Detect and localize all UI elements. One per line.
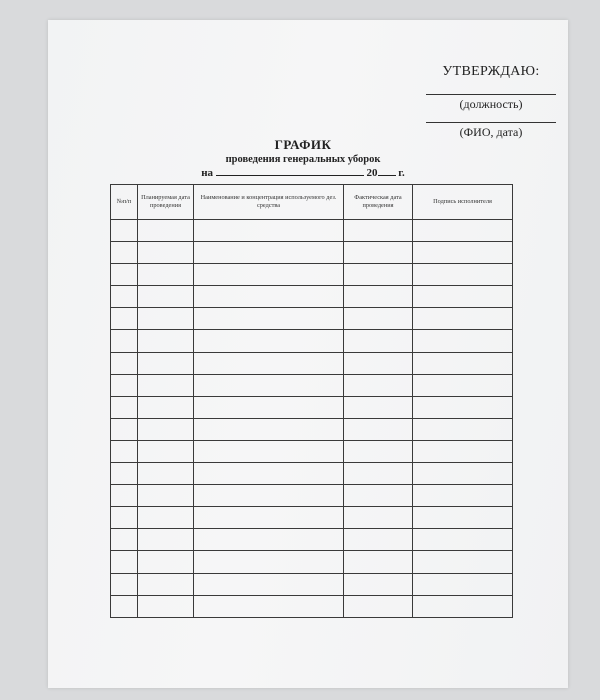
- table-cell: [344, 308, 413, 330]
- table-cell: [194, 440, 344, 462]
- column-header-signature: Подпись исполнителя: [413, 185, 513, 220]
- table-cell: [111, 330, 138, 352]
- table-row: [111, 463, 513, 485]
- approval-block: [426, 64, 556, 140]
- table-cell: [344, 242, 413, 264]
- table-cell: [111, 242, 138, 264]
- table-cell: [111, 573, 138, 595]
- table-cell: [413, 595, 513, 617]
- table-cell: [344, 507, 413, 529]
- table-row: [111, 485, 513, 507]
- table-cell: [344, 374, 413, 396]
- table-cell: [413, 551, 513, 573]
- table-row: [111, 374, 513, 396]
- page-title: ГРАФИК: [274, 137, 332, 152]
- page-subtitle: проведения генеральных уборок: [225, 154, 381, 165]
- position-line: [426, 94, 556, 95]
- table-cell: [413, 463, 513, 485]
- table-row: [111, 286, 513, 308]
- table-cell: [138, 440, 194, 462]
- table-row: [111, 573, 513, 595]
- table-cell: [111, 529, 138, 551]
- table-cell: [344, 286, 413, 308]
- table-cell: [344, 595, 413, 617]
- table-cell: [413, 220, 513, 242]
- table-cell: [344, 573, 413, 595]
- table-cell: [413, 440, 513, 462]
- table-cell: [344, 529, 413, 551]
- table-cell: [138, 507, 194, 529]
- table-cell: [194, 220, 344, 242]
- table-cell: [111, 286, 138, 308]
- table-cell: [194, 374, 344, 396]
- table-cell: [138, 264, 194, 286]
- table-cell: [111, 440, 138, 462]
- table-cell: [138, 463, 194, 485]
- table-cell: [138, 573, 194, 595]
- table-cell: [344, 330, 413, 352]
- period-prefix: на: [201, 167, 214, 179]
- table-cell: [194, 507, 344, 529]
- year-blank: [378, 165, 396, 176]
- table-row: [111, 507, 513, 529]
- table-cell: [413, 418, 513, 440]
- table-row: [111, 308, 513, 330]
- table-row: [111, 330, 513, 352]
- table-cell: [138, 396, 194, 418]
- period-blank: [216, 165, 364, 176]
- table-cell: [344, 463, 413, 485]
- period-line: [188, 165, 418, 179]
- table-cell: [111, 463, 138, 485]
- table-row: [111, 418, 513, 440]
- table-cell: [194, 573, 344, 595]
- table-cell: [194, 396, 344, 418]
- year-suffix: г.: [398, 167, 405, 179]
- table-cell: [194, 485, 344, 507]
- table-cell: [344, 352, 413, 374]
- table-cell: [413, 352, 513, 374]
- table-cell: [344, 485, 413, 507]
- table-cell: [111, 264, 138, 286]
- table-row: [111, 242, 513, 264]
- table-row: [111, 440, 513, 462]
- table-cell: [344, 220, 413, 242]
- table-cell: [138, 374, 194, 396]
- column-header-actual-date: Фактическая дата проведения: [344, 185, 413, 220]
- table-row: [111, 352, 513, 374]
- column-header-disinfectant: Наименование и концентрация используемого дез. средства: [194, 185, 344, 220]
- name-date-caption: (ФИО, дата): [459, 125, 523, 139]
- table-cell: [413, 286, 513, 308]
- table-cell: [111, 308, 138, 330]
- table-cell: [413, 529, 513, 551]
- table-cell: [413, 485, 513, 507]
- table-cell: [138, 352, 194, 374]
- table-cell: [344, 418, 413, 440]
- table-row: [111, 551, 513, 573]
- table-cell: [138, 551, 194, 573]
- table-body: [111, 220, 513, 618]
- table-cell: [413, 396, 513, 418]
- table-cell: [111, 220, 138, 242]
- table-cell: [138, 485, 194, 507]
- table-row: [111, 264, 513, 286]
- table-cell: [138, 330, 194, 352]
- year-prefix: 20: [366, 167, 378, 179]
- table-cell: [138, 529, 194, 551]
- table-cell: [413, 330, 513, 352]
- table-cell: [344, 396, 413, 418]
- table-cell: [413, 374, 513, 396]
- table-row: [111, 595, 513, 617]
- table-cell: [111, 507, 138, 529]
- table-cell: [194, 308, 344, 330]
- table-cell: [194, 242, 344, 264]
- table-cell: [111, 396, 138, 418]
- approval-heading: УТВЕРЖДАЮ:: [442, 64, 540, 79]
- table-cell: [194, 595, 344, 617]
- table-cell: [111, 595, 138, 617]
- table-cell: [111, 485, 138, 507]
- table-cell: [413, 308, 513, 330]
- table-cell: [194, 529, 344, 551]
- table-cell: [194, 264, 344, 286]
- title-block: [188, 137, 418, 179]
- table-row: [111, 529, 513, 551]
- table-header-row: [111, 185, 513, 220]
- table-cell: [194, 330, 344, 352]
- column-header-planned-date: Планируемая дата проведения: [138, 185, 194, 220]
- table-cell: [413, 242, 513, 264]
- table-row: [111, 396, 513, 418]
- table-cell: [344, 440, 413, 462]
- table-cell: [138, 308, 194, 330]
- table-cell: [138, 242, 194, 264]
- table-cell: [138, 220, 194, 242]
- table-cell: [413, 507, 513, 529]
- table-cell: [194, 463, 344, 485]
- cleaning-schedule-table: [110, 184, 513, 618]
- name-date-line: [426, 122, 556, 123]
- table-cell: [111, 374, 138, 396]
- table-cell: [344, 264, 413, 286]
- table-cell: [111, 418, 138, 440]
- table-cell: [194, 352, 344, 374]
- table-cell: [194, 551, 344, 573]
- table-cell: [138, 418, 194, 440]
- form-sheet: [48, 20, 568, 688]
- table-cell: [194, 286, 344, 308]
- position-caption: (должность): [459, 97, 523, 111]
- table-cell: [413, 264, 513, 286]
- table-cell: [138, 286, 194, 308]
- table-row: [111, 220, 513, 242]
- table-cell: [111, 551, 138, 573]
- column-header-number: №п/п: [111, 185, 138, 220]
- table-cell: [413, 573, 513, 595]
- table-cell: [111, 352, 138, 374]
- table-cell: [138, 595, 194, 617]
- table-cell: [344, 551, 413, 573]
- table-cell: [194, 418, 344, 440]
